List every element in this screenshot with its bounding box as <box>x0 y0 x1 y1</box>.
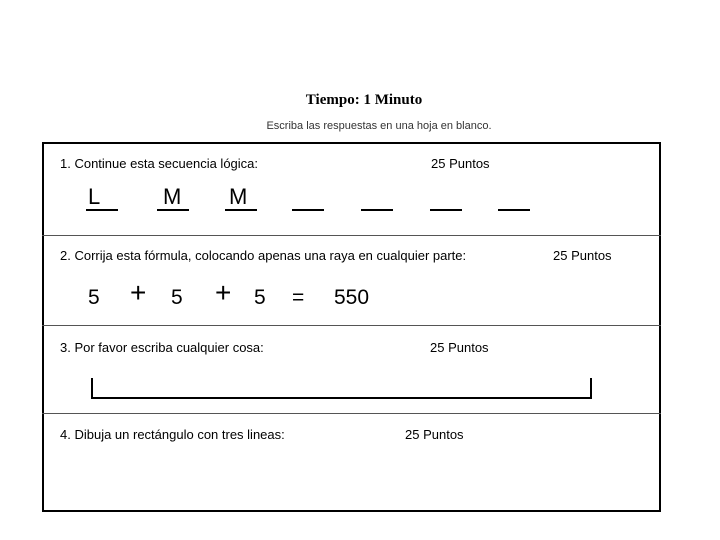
sequence-underline-3 <box>225 209 257 211</box>
question-4-text: 4. Dibuja un rectángulo con tres lineas: <box>60 427 285 442</box>
formula-equals: = <box>292 286 305 309</box>
formula-term-3: 5 <box>254 286 266 309</box>
formula-term-2: 5 <box>171 286 183 309</box>
formula-result: 550 <box>334 286 370 309</box>
formula-plus-2: + <box>215 277 232 308</box>
sequence-letter-2: M <box>163 184 182 209</box>
sequence-underline-2 <box>157 209 189 211</box>
answer-line <box>91 397 592 399</box>
question-2-text: 2. Corrija esta fórmula, colocando apenas una raya en cualquier parte: <box>60 248 467 263</box>
formula-term-1: 5 <box>88 286 100 309</box>
sequence-blank-5 <box>361 209 393 211</box>
answer-bracket-left <box>91 378 93 398</box>
question-2-points: 25 Puntos <box>553 248 612 263</box>
sequence-letter-1: L <box>88 184 101 209</box>
question-3-text: 3. Por favor escriba cualquier cosa: <box>60 340 264 355</box>
formula-plus-1: + <box>130 277 147 308</box>
instructions-text: Escriba las respuestas en una hoja en blanco. <box>266 120 492 132</box>
section-divider-3 <box>42 413 661 414</box>
sequence-underline-1 <box>86 209 118 211</box>
question-1-points: 25 Puntos <box>431 156 490 171</box>
sequence-blank-7 <box>498 209 530 211</box>
question-4-points: 25 Puntos <box>405 427 464 442</box>
page-title: Tiempo: 1 Minuto <box>305 92 423 108</box>
question-1-text: 1. Continue esta secuencia lógica: <box>60 156 259 171</box>
sequence-blank-6 <box>430 209 462 211</box>
sequence-blank-4 <box>292 209 324 211</box>
quiz-box <box>42 142 661 512</box>
sequence-letter-3: M <box>229 184 248 209</box>
section-divider-2 <box>42 325 661 326</box>
section-divider-1 <box>42 235 661 236</box>
question-3-points: 25 Puntos <box>430 340 489 355</box>
answer-bracket-right <box>590 378 592 398</box>
